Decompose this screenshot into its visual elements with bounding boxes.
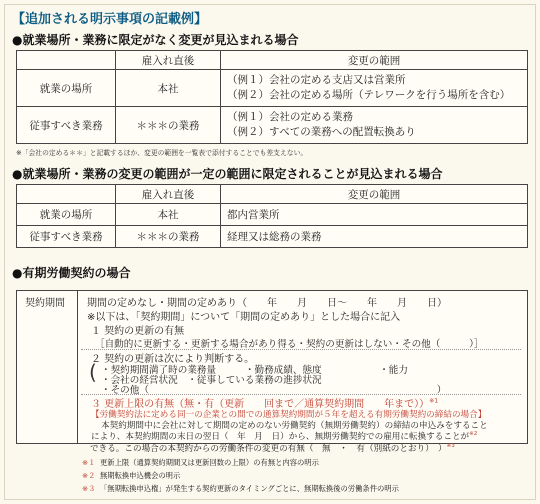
judgement-heading: ２ 契約の更新は次により判断する。 <box>91 354 255 365</box>
table-header-empty <box>17 185 116 204</box>
row-label: 就業の場所 <box>17 70 116 107</box>
conversion-text-2 <box>91 430 477 442</box>
row-initial: 本社 <box>116 204 221 226</box>
conversion-text-3-body: できる。この場合の本契約からの労働条件の変更の有無（ 無 ・ 有（別紙のとおり） ） <box>90 444 447 454</box>
section1-heading: ●就業場所・業務に限定がなく変更が見込まれる場合 <box>12 33 299 47</box>
conversion-heading: 【労働契約法に定める同一の企業との間での通算契約期間が５年を超える有期労働契約の締結の場合】 <box>91 410 487 420</box>
footnote-1 <box>82 458 319 468</box>
footnote-text: 「無期転換申込権」が発生する契約更新のタイミングごとに、無期転換後の労働条件の明示 <box>100 484 399 493</box>
table-header-empty <box>17 51 116 70</box>
judgement-criteria-1: ・契約期間満了時の業務量 ・勤務成績、態度 ・能力 <box>101 365 408 376</box>
row-range <box>221 70 528 107</box>
footnote-mark: ※２ <box>82 471 96 480</box>
table-header-range: 変更の範囲 <box>221 185 528 204</box>
renewal-limit-text: ３ 更新上限の有無（無・有（更新 回まで／通算契約期間 年まで）） <box>91 399 430 410</box>
judgement-criteria-3: ・その他（ ） <box>101 385 447 396</box>
footnote-mark: ※2 <box>469 431 478 438</box>
left-bracket-icon: ( <box>89 360 97 384</box>
table-header-range: 変更の範囲 <box>221 51 528 70</box>
footnote-text: 更新上限（通算契約期間又は更新回数の上限）の有無と内容の明示 <box>100 458 319 467</box>
row-label: 従事すべき業務 <box>17 107 116 144</box>
section1-table <box>16 50 528 144</box>
footnote-3 <box>82 484 399 494</box>
table-header-initial: 雇入れ直後 <box>116 185 221 204</box>
row-range: 都内営業所 <box>221 204 528 226</box>
conversion-text-1: 本契約期間中に会社に対して期間の定めのない労働契約（無期労働契約）の締結の申込みをすること <box>101 421 488 431</box>
contract-period-label: 契約期間 <box>25 298 65 309</box>
renewal-heading: １ 契約の更新の有無 <box>91 326 185 337</box>
row-range: 経理又は総務の業務 <box>221 226 528 248</box>
footnote-mark: ※3 <box>446 443 455 450</box>
conversion-text-3 <box>90 442 455 454</box>
table-header-initial: 雇入れ直後 <box>116 51 221 70</box>
footnote-text: 無期転換申込機会の明示 <box>100 471 181 480</box>
row-initial: ＊＊＊の業務 <box>116 226 221 248</box>
row-range <box>221 107 528 144</box>
footnote-mark: ※１ <box>82 458 96 467</box>
section1-note: ※「会社の定める＊＊」と記載するほか、変更の範囲を一覧表で添付することでも差支えない。 <box>16 149 308 157</box>
renewal-options: ［自動的に更新する・更新する場合があり得る・契約の更新はしない・その他（ ）］ <box>95 339 484 350</box>
range-line: （例２）すべての業務への配置転換あり <box>227 126 416 138</box>
contract-period-label-cell <box>17 291 78 443</box>
footnote-mark: ※３ <box>82 484 96 493</box>
range-line: （例１）会社の定める支店又は営業所 <box>227 74 406 86</box>
range-line: （例２）会社の定める場所（テレワークを行う場所を含む） <box>227 89 511 101</box>
section2-heading: ●就業場所・業務の変更の範囲が一定の範囲に限定されることが見込まれる場合 <box>12 167 443 181</box>
row-label: 就業の場所 <box>17 204 116 226</box>
section3-heading: ●有期労働契約の場合 <box>12 266 131 280</box>
contract-line-2: ※以下は、「契約期間」について「期間の定めあり」とした場合に記入 <box>87 312 401 323</box>
row-label: 従事すべき業務 <box>17 226 116 248</box>
contract-box <box>16 290 528 444</box>
range-line: （例１）会社の定める業務 <box>227 111 353 123</box>
footnote-2 <box>82 471 180 481</box>
conversion-text-2-body: により、本契約期間の末日の翌日（ 年 月 日）から、無期労働契約での雇用に転換することが <box>91 432 470 442</box>
contract-line-1: 期間の定めなし・期間の定めあり（ 年 月 日～ 年 月 日） <box>87 298 447 309</box>
page-title: 【追加される明示事項の記載例】 <box>12 12 208 27</box>
section2-table <box>16 184 528 248</box>
judgement-criteria-2: ・会社の経営状況 ・従事している業務の進捗状況 <box>101 375 322 386</box>
row-initial: 本社 <box>116 70 221 107</box>
row-initial: ＊＊＊の業務 <box>116 107 221 144</box>
footnote-mark: ※1 <box>429 397 439 405</box>
